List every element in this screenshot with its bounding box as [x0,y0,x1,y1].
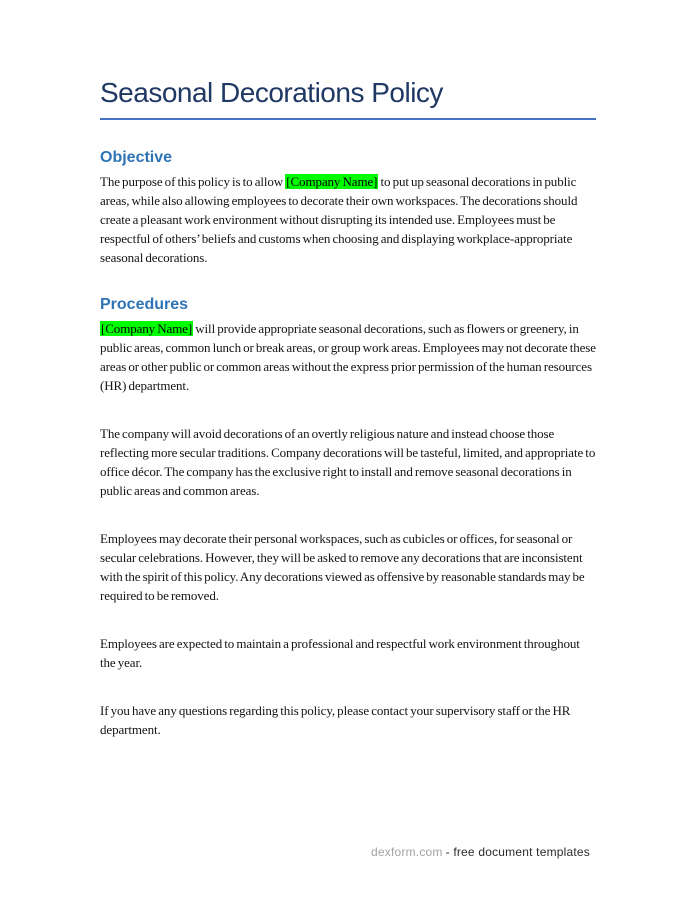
paragraph-text-run: Employees are expected to maintain a professional and respectful work environment throughout the year. [100,635,580,670]
paragraph-text-run: Employees may decorate their personal workspaces, such as cubicles or offices, for seasonal or secular celebrations. However, they will be asked to remove any decorations that are inconsistent with the spirit of this policy. Any decorations viewed as offensive by reasonable standards may be required to be removed. [100,530,585,603]
footer-site-link[interactable]: dexform.com [371,845,443,859]
document-title: Seasonal Decorations Policy [100,78,596,120]
paragraph-text-run: The company will avoid decorations of an overtly religious nature and instead choose those reflecting more secular traditions. Company decorations will be tasteful, limited, and appropriate to office décor. The company has the exclusive right to install and remove seasonal decorations in public areas and common areas. [100,425,596,498]
policy-paragraph [100,634,596,672]
paragraph-text-run: will provide appropriate seasonal decorations, such as flowers or greenery, in public areas, common lunch or break areas, or group work areas. Employees may not decorate these areas or other public or common areas without the express prior permission of the human resources (HR) department. [100,320,596,393]
company-name-placeholder: [Company Name] [286,173,378,189]
paragraph-text-run: to put up seasonal decorations in public areas, while also allowing employees to decorate their own workspaces. The decorations should create a pleasant work environment without disrupting its intended use. Employees must be respectful of others’ beliefs and customs when choosing and displaying workplace-appropriate seasonal decorations. [100,173,578,265]
policy-paragraph [100,172,596,267]
policy-paragraph [100,529,596,605]
company-name-placeholder: [Company Name] [101,320,193,336]
document-body [100,149,596,739]
footer-credit [371,845,590,859]
paragraph-text-run: If you have any questions regarding this policy, please contact your supervisory staff or the HR department. [100,702,571,737]
policy-paragraph [100,701,596,739]
policy-paragraph [100,319,596,395]
paragraph-text-run: The purpose of this policy is to allow [100,173,286,189]
section-heading-objective: Objective [100,148,173,166]
section-heading-procedures: Procedures [100,295,189,313]
footer-tagline: - free document templates [445,845,590,859]
policy-paragraph [100,424,596,500]
